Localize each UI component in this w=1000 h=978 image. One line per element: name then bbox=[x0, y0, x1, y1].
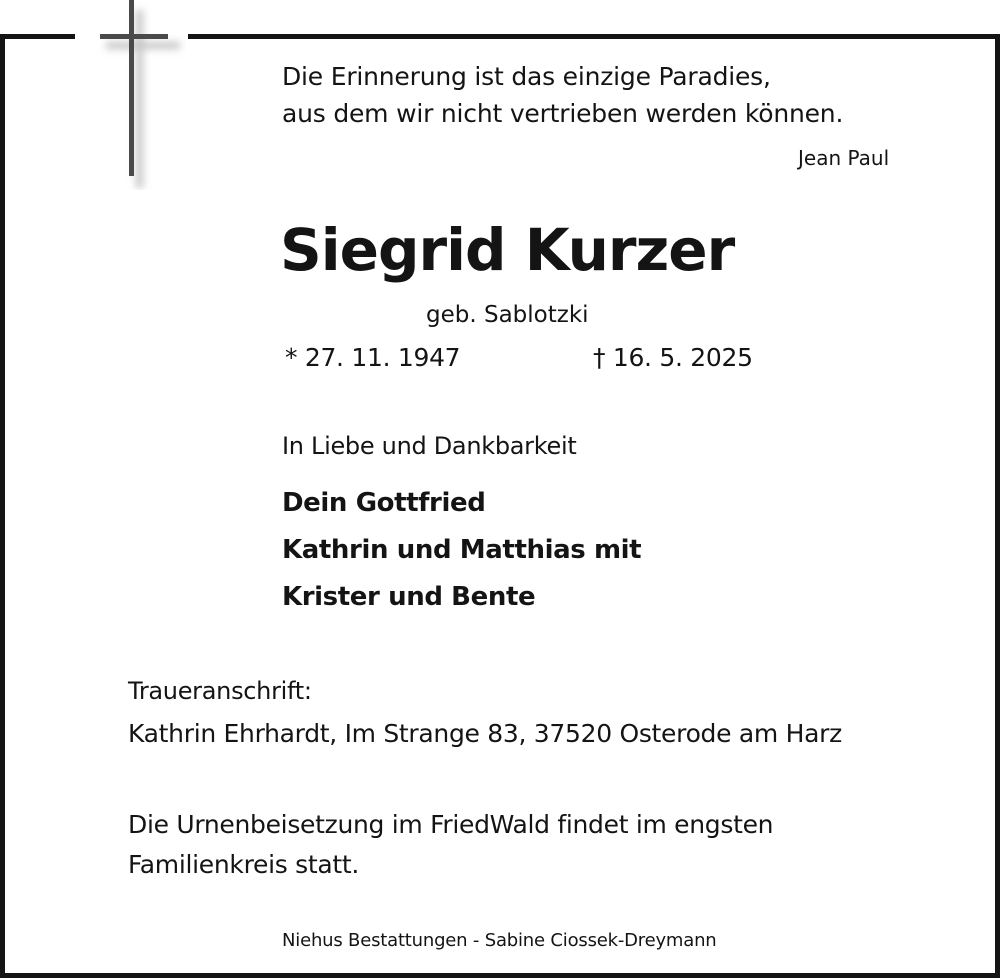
mourner-line: Dein Gottfried bbox=[282, 488, 486, 518]
cross-icon bbox=[96, 0, 186, 190]
frame-top-right-border bbox=[188, 34, 998, 39]
burial-notice-line-1: Die Urnenbeisetzung im FriedWald findet im engsten bbox=[128, 810, 774, 839]
birth-date: * 27. 11. 1947 bbox=[285, 343, 461, 372]
quote-author: Jean Paul bbox=[798, 146, 890, 170]
frame-bottom-border bbox=[0, 973, 1000, 978]
death-date: † 16. 5. 2025 bbox=[593, 343, 753, 372]
undertaker-footer: Niehus Bestattungen - Sabine Ciossek-Dreymann bbox=[282, 930, 717, 951]
mourner-line: Kathrin und Matthias mit bbox=[282, 535, 642, 565]
quote-line-2: aus dem wir nicht vertrieben werden können. bbox=[282, 99, 844, 128]
frame-right-border bbox=[995, 34, 1000, 976]
mourner-line: Krister und Bente bbox=[282, 582, 536, 612]
frame-left-border bbox=[0, 34, 5, 976]
mourners-intro: In Liebe und Dankbarkeit bbox=[282, 432, 577, 460]
quote-line-1: Die Erinnerung ist das einzige Paradies, bbox=[282, 62, 771, 91]
deceased-name: Siegrid Kurzer bbox=[280, 216, 735, 284]
address-label: Traueranschrift: bbox=[128, 677, 312, 705]
frame-top-left-border bbox=[2, 34, 75, 39]
address-value: Kathrin Ehrhardt, Im Strange 83, 37520 Osterode am Harz bbox=[128, 719, 842, 748]
burial-notice-line-2: Familienkreis statt. bbox=[128, 850, 360, 879]
maiden-name: geb. Sablotzki bbox=[426, 302, 589, 328]
